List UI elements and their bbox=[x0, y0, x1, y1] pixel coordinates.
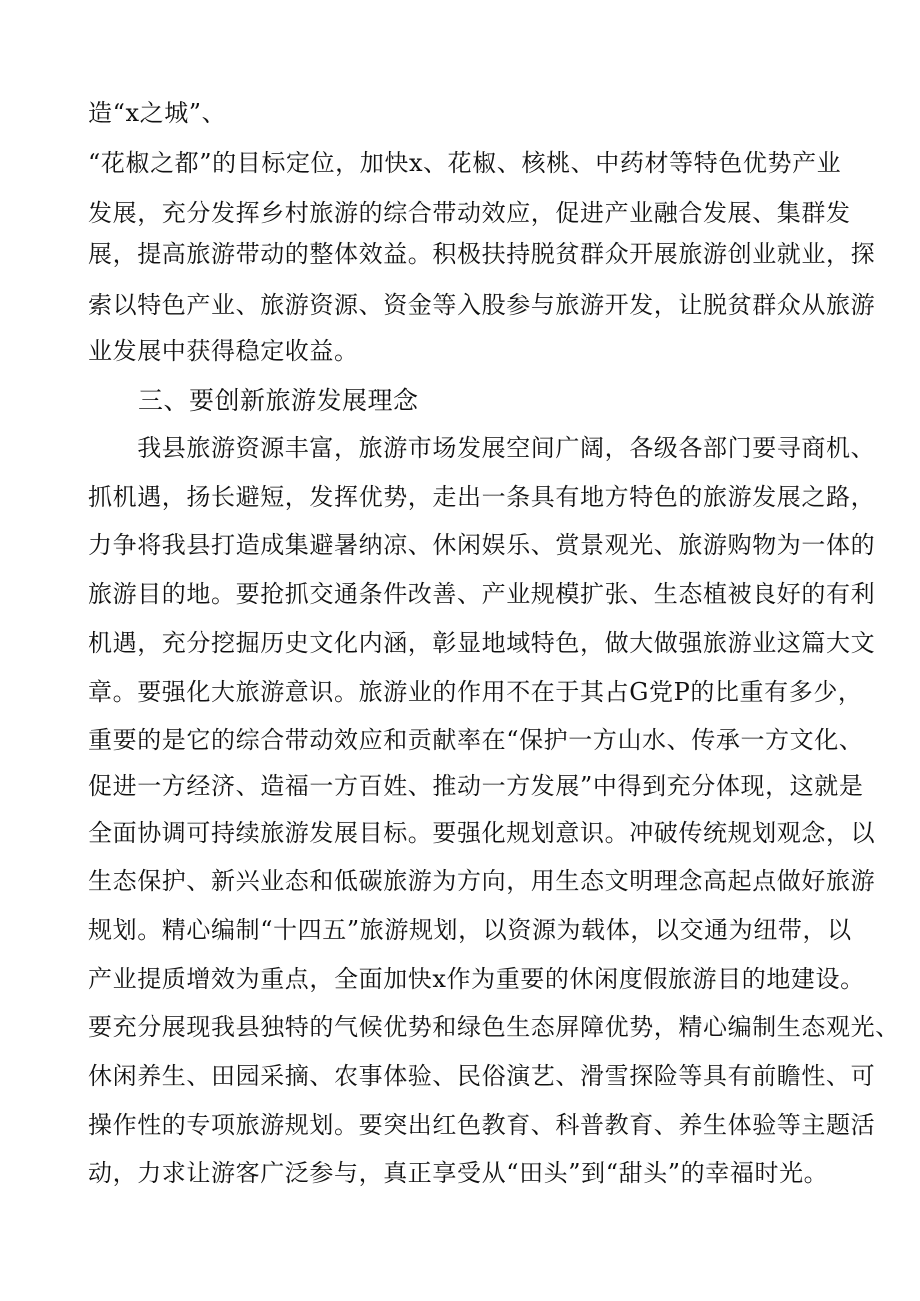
text-line: 抓机遇，扬长避短，发挥优势，走出一条具有地方特色的旅游发展之路， bbox=[88, 483, 876, 511]
text-line: 规划。精心编制“十四五”旅游规划，以资源为载体，以交通为纽带，以 bbox=[88, 916, 852, 944]
text-line: 索以特色产业、旅游资源、资金等入股参与旅游开发，让脱贫群众从旅游 bbox=[88, 291, 876, 319]
text-line: 章。要强化大旅游意识。旅游业的作用不在于其占G党P的比重有多少， bbox=[88, 678, 863, 706]
text-line: 要充分展现我县独特的气候优势和绿色生态屏障优势，精心编制生态观光、 bbox=[88, 1013, 900, 1041]
text-line: 全面协调可持续旅游发展目标。要强化规划意识。冲破传统规划观念，以 bbox=[88, 819, 876, 847]
text-line: 造“x之城”、 bbox=[88, 99, 227, 127]
text-line: 产业提质增效为重点，全面加快x作为重要的休闲度假旅游目的地建设。 bbox=[88, 965, 865, 993]
text-line: 重要的是它的综合带动效应和贡献率在“保护一方山水、传承一方文化、 bbox=[88, 726, 864, 754]
text-line: 操作性的专项旅游规划。要突出红色教育、科普教育、养生体验等主题活 bbox=[88, 1111, 876, 1139]
text-line: 展，提高旅游带动的整体效益。积极扶持脱贫群众开展旅游创业就业，探 bbox=[88, 240, 876, 268]
text-line: 促进一方经济、造福一方百姓、推动一方发展”中得到充分体现，这就是 bbox=[88, 772, 864, 800]
text-line: 业发展中获得稳定收益。 bbox=[88, 337, 359, 365]
text-line: 我县旅游资源丰富，旅游市场发展空间广阔，各级各部门要寻商机、 bbox=[88, 434, 876, 462]
text-line: 动，力求让游客广泛参与，真正享受从“田头”到“甜头”的幸福时光。 bbox=[88, 1159, 829, 1187]
text-line: “花椒之都”的目标定位，加快x、花椒、核桃、中药材等特色优势产业 bbox=[88, 149, 842, 177]
text-line: 生态保护、新兴业态和低碳旅游为方向，用生态文明理念高起点做好旅游 bbox=[88, 867, 876, 895]
section-heading: 三、要创新旅游发展理念 bbox=[138, 386, 419, 415]
text-line: 旅游目的地。要抢抓交通条件改善、产业规模扩张、生态植被良好的有利 bbox=[88, 580, 876, 608]
text-line: 力争将我县打造成集避暑纳凉、休闲娱乐、赏景观光、旅游购物为一体的 bbox=[88, 531, 876, 559]
text-line: 休闲养生、田园采摘、农事体验、民俗演艺、滑雪探险等具有前瞻性、可 bbox=[88, 1062, 876, 1090]
text-line: 发展，充分发挥乡村旅游的综合带动效应，促进产业融合发展、集群发 bbox=[88, 199, 851, 227]
text-line: 机遇，充分挖掘历史文化内涵，彰显地域特色，做大做强旅游业这篇大文 bbox=[88, 629, 876, 657]
